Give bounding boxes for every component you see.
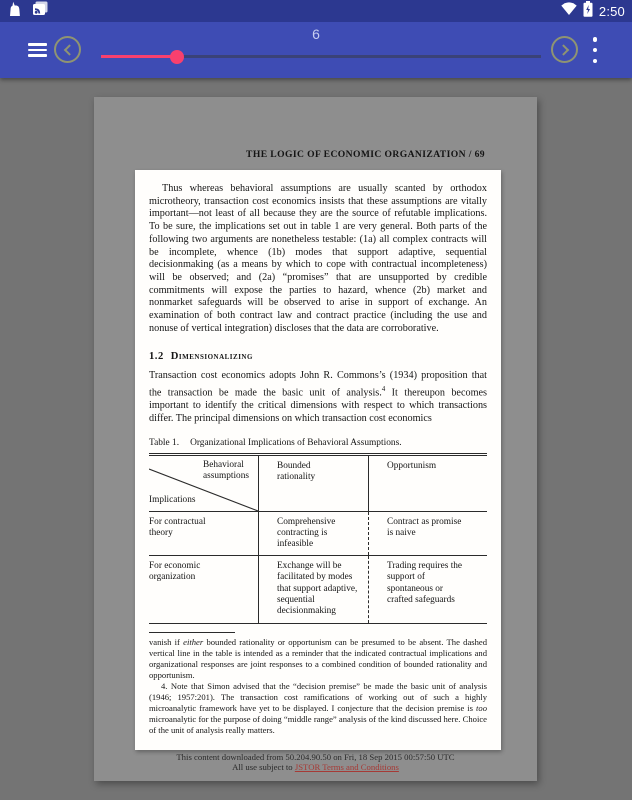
menu-icon[interactable] bbox=[28, 43, 47, 57]
section-heading bbox=[149, 351, 487, 362]
footnote-separator bbox=[149, 632, 235, 633]
table-cell: Comprehensive contracting is infeasible bbox=[258, 512, 368, 555]
column-header: Bounded rationality bbox=[258, 456, 368, 511]
status-bar bbox=[0, 0, 632, 22]
status-notification-area bbox=[7, 1, 48, 21]
download-stamp: This content downloaded from 50.204.90.50 on Fri, 18 Sep 2015 00:57:50 UTC bbox=[176, 751, 455, 762]
pdf-page bbox=[94, 97, 537, 781]
jstor-terms-link[interactable]: JSTOR Terms and Conditions bbox=[294, 762, 399, 773]
table-caption-text: Organizational Implications of Behavioral Assumptions. bbox=[190, 437, 402, 448]
footnote-4: 4. Note that Simon advised that the “decision premise” be made the basic unit of analysis (1946; 1957:201). The transaction cost ramifications of working out of such a highly microanalytic framework have yet to be displayed. I conjecture that the decision premise is too microanalytic for the purpose of doing “middle range” analysis of the kind discussed here. Choice of the unit of analysis really matters. bbox=[149, 680, 487, 735]
slider-thumb[interactable] bbox=[170, 50, 184, 64]
battery-charging-icon bbox=[583, 1, 593, 22]
table-row bbox=[149, 512, 487, 555]
paragraph: Transaction cost economics adopts John R. Commons’s (1934) proposition that the transaction be made the basic unit of analysis.$^4$ It thereupon becomes important to identify the critical dimensions with respect to which transactions differ. The principal dimensions on which transaction cost economics bbox=[149, 370, 487, 424]
corner-label-bottom: Implications bbox=[149, 495, 196, 506]
running-header: THE LOGIC OF ECONOMIC ORGANIZATION / 69 bbox=[246, 149, 485, 160]
paragraph: Thus whereas behavioral assumptions are usually scanted by orthodox microtheory, transaction cost economics insists that these assumptions are vitally important—not least of all because they are the source of refutable implications. To be sure, the implications set out in table 1 are very general. Both parts of the following two arguments are nonetheless testable: (1a) all complex contracts will be incomplete, whence (1b) modes that support adaptive, sequential decisionmaking (as a means by which to cope with contractual incompleteness) will be observed; and (2a) “promises” that are unsupported by credible commitments will expose the parties to hazard, whence (2b) market and nonmarket safeguards will be observed to arise in support of exchange. An examination of both contract law and contract practice (including the use and nonuse of vertical integration) discloses that the data are corroborative. bbox=[149, 183, 487, 334]
footnotes bbox=[149, 637, 487, 736]
table-cell: Contract as promise is naive bbox=[368, 512, 487, 555]
table-cell: Trading requires the support of spontaneous or crafted safeguards bbox=[368, 556, 487, 623]
column-header: Opportunism bbox=[368, 456, 487, 511]
terms-line: All use subject to JSTOR Terms and Conditions bbox=[232, 762, 399, 773]
gallery-notification-icon bbox=[32, 1, 48, 21]
pdf-toolbar bbox=[0, 22, 632, 78]
table-cell: Exchange will be facilitated by modes that support adaptive, sequential decisionmaking bbox=[258, 556, 368, 623]
chevron-right-icon bbox=[557, 44, 568, 55]
slider-fill bbox=[101, 55, 177, 58]
footnote-continuation: vanish if either bounded rationality or opportunism can be presumed to be absent. The dashed vertical line in the table is intended as a reminder that the indicated contractual implications and organizational responses are joint responses to a combined condition of bounded rationality and opportunism. bbox=[149, 636, 488, 680]
corner-label-top: Behavioral assumptions bbox=[203, 459, 249, 482]
page-number-indicator: 6 bbox=[312, 26, 320, 42]
page-content bbox=[135, 170, 501, 750]
overflow-menu-button[interactable] bbox=[589, 37, 601, 63]
jstor-footer bbox=[94, 752, 537, 773]
section-number: 1.2 bbox=[149, 351, 164, 363]
gesture-notification-icon bbox=[7, 1, 23, 21]
document-viewer[interactable] bbox=[0, 78, 632, 800]
table-corner-cell bbox=[149, 456, 258, 512]
table-caption bbox=[149, 438, 487, 448]
clock: 2:50 bbox=[598, 3, 625, 19]
table-row bbox=[149, 555, 487, 623]
row-label: For contractual theory bbox=[149, 516, 206, 539]
row-label: For economic organization bbox=[149, 560, 201, 583]
wifi-icon bbox=[561, 2, 577, 20]
table-header-row bbox=[149, 456, 487, 512]
status-system-area bbox=[561, 1, 625, 22]
page-slider[interactable] bbox=[101, 48, 541, 64]
table-caption-label: Table 1. bbox=[149, 437, 180, 448]
table-1 bbox=[149, 453, 487, 624]
chevron-left-icon bbox=[63, 44, 74, 55]
next-page-button[interactable] bbox=[551, 36, 578, 63]
section-title: Dimensionalizing bbox=[170, 351, 253, 363]
footnote-marker: 4 bbox=[381, 385, 386, 394]
